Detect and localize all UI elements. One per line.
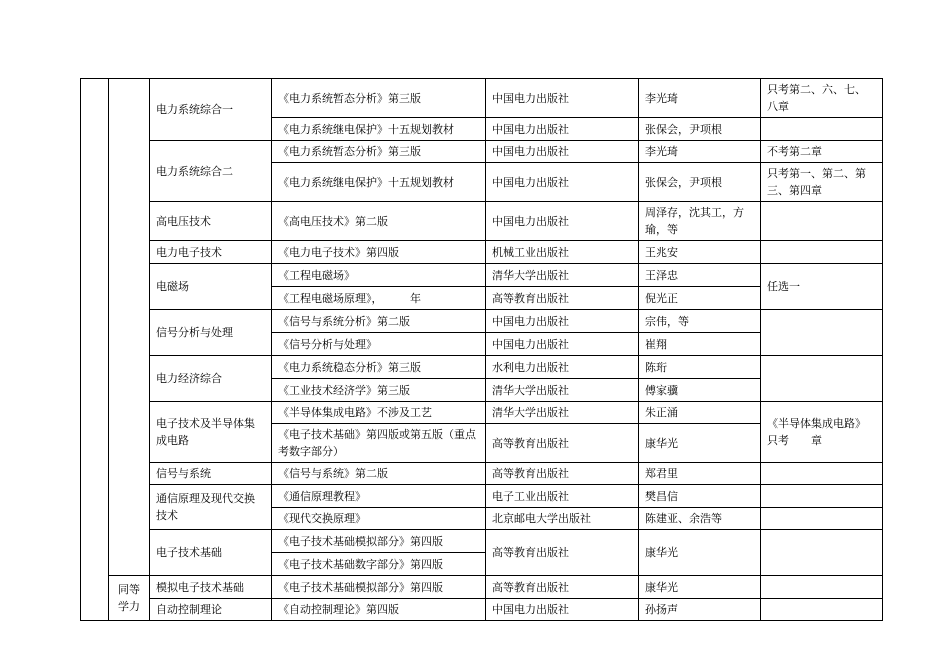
note-cell: 《半导体集成电路》只考 章 bbox=[761, 402, 883, 463]
table-row bbox=[81, 463, 883, 485]
book-title-cell: 《自动控制理论》第四版 bbox=[272, 599, 486, 621]
author-cell: 王泽忠 bbox=[639, 264, 761, 287]
table-row bbox=[81, 264, 883, 287]
author-cell: 陈珩 bbox=[639, 356, 761, 379]
subject-cell: 高电压技术 bbox=[150, 202, 272, 241]
author-cell: 孙扬声 bbox=[639, 599, 761, 621]
book-title-cell: 《信号分析与处理》 bbox=[272, 333, 486, 356]
book-title-cell: 《半导体集成电路》不涉及工艺 bbox=[272, 402, 486, 424]
book-title-cell: 《电力系统暂态分析》第三版 bbox=[272, 79, 486, 118]
author-cell: 张保会，尹项根 bbox=[639, 118, 761, 141]
publisher-cell: 高等教育出版社 bbox=[486, 530, 639, 576]
publisher-cell: 水利电力出版社 bbox=[486, 356, 639, 379]
group-label-cell: 同等学力 bbox=[109, 576, 150, 621]
table-row bbox=[81, 599, 883, 621]
author-cell: 傅家骥 bbox=[639, 379, 761, 402]
note-cell bbox=[761, 310, 883, 356]
note-cell bbox=[761, 356, 883, 402]
note-cell bbox=[761, 241, 883, 264]
publisher-cell: 清华大学出版社 bbox=[486, 379, 639, 402]
table-row bbox=[81, 141, 883, 163]
note-cell: 不考第二章 bbox=[761, 141, 883, 163]
author-cell: 王兆安 bbox=[639, 241, 761, 264]
publisher-cell: 清华大学出版社 bbox=[486, 402, 639, 424]
note-cell: 只考第二、六、七、八章 bbox=[761, 79, 883, 118]
author-cell: 倪光正 bbox=[639, 287, 761, 310]
book-title-cell: 《电力系统暂态分析》第三版 bbox=[272, 141, 486, 163]
author-cell: 郑君里 bbox=[639, 463, 761, 485]
author-cell: 康华光 bbox=[639, 530, 761, 576]
publisher-cell: 高等教育出版社 bbox=[486, 287, 639, 310]
subject-cell: 电力系统综合一 bbox=[150, 79, 272, 141]
subject-cell: 电力系统综合二 bbox=[150, 141, 272, 202]
publisher-cell: 中国电力出版社 bbox=[486, 333, 639, 356]
subject-cell: 模拟电子技术基础 bbox=[150, 576, 272, 599]
publisher-cell: 高等教育出版社 bbox=[486, 424, 639, 463]
book-title-cell: 《电子技术基础》第四版或第五版（重点考数字部分） bbox=[272, 424, 486, 463]
book-title-cell: 《工程电磁场原理》， 年 bbox=[272, 287, 486, 310]
table-row bbox=[81, 402, 883, 424]
publisher-cell: 清华大学出版社 bbox=[486, 264, 639, 287]
publisher-cell: 中国电力出版社 bbox=[486, 202, 639, 241]
author-cell: 康华光 bbox=[639, 424, 761, 463]
note-cell bbox=[761, 118, 883, 141]
author-cell: 陈建亚、余浩等 bbox=[639, 508, 761, 530]
note-cell: 只考第一、第二、第三、第四章 bbox=[761, 163, 883, 202]
book-title-cell: 《信号与系统分析》第二版 bbox=[272, 310, 486, 333]
table-row bbox=[81, 202, 883, 241]
author-cell: 樊昌信 bbox=[639, 485, 761, 508]
note-cell bbox=[761, 530, 883, 576]
author-cell: 李光琦 bbox=[639, 79, 761, 118]
book-title-cell: 《电力系统稳态分析》第三版 bbox=[272, 356, 486, 379]
subject-cell: 电力经济综合 bbox=[150, 356, 272, 402]
author-cell: 朱正涌 bbox=[639, 402, 761, 424]
book-title-cell: 《电子技术基础数字部分》第四版 bbox=[272, 553, 486, 576]
book-title-cell: 《工业技术经济学》第三版 bbox=[272, 379, 486, 402]
note-cell: 任选一 bbox=[761, 264, 883, 310]
book-title-cell: 《高电压技术》第二版 bbox=[272, 202, 486, 241]
publisher-cell: 中国电力出版社 bbox=[486, 163, 639, 202]
note-cell bbox=[761, 599, 883, 621]
publisher-cell: 中国电力出版社 bbox=[486, 79, 639, 118]
table-row bbox=[81, 356, 883, 379]
book-title-cell: 《电子技术基础模拟部分》第四版 bbox=[272, 530, 486, 553]
table-row bbox=[81, 79, 883, 118]
publisher-cell: 中国电力出版社 bbox=[486, 310, 639, 333]
subject-cell: 电力电子技术 bbox=[150, 241, 272, 264]
table-row bbox=[81, 485, 883, 508]
book-title-cell: 《现代交换原理》 bbox=[272, 508, 486, 530]
author-cell: 崔翔 bbox=[639, 333, 761, 356]
publisher-cell: 电子工业出版社 bbox=[486, 485, 639, 508]
book-title-cell: 《电力电子技术》第四版 bbox=[272, 241, 486, 264]
subject-cell: 自动控制理论 bbox=[150, 599, 272, 621]
table-row bbox=[81, 310, 883, 333]
left-margin-cell bbox=[81, 79, 109, 621]
subject-cell: 信号分析与处理 bbox=[150, 310, 272, 356]
table-row bbox=[81, 241, 883, 264]
subject-cell: 电子技术基础 bbox=[150, 530, 272, 576]
subject-cell: 通信原理及现代交换技术 bbox=[150, 485, 272, 530]
note-cell bbox=[761, 202, 883, 241]
author-cell: 张保会，尹项根 bbox=[639, 163, 761, 202]
book-title-cell: 《电力系统继电保护》十五规划教材 bbox=[272, 118, 486, 141]
book-title-cell: 《通信原理教程》 bbox=[272, 485, 486, 508]
publisher-cell: 高等教育出版社 bbox=[486, 576, 639, 599]
group-cell-empty bbox=[109, 79, 150, 576]
book-title-cell: 《信号与系统》第二版 bbox=[272, 463, 486, 485]
publisher-cell: 中国电力出版社 bbox=[486, 141, 639, 163]
subject-cell: 电磁场 bbox=[150, 264, 272, 310]
author-cell: 康华光 bbox=[639, 576, 761, 599]
subject-cell: 信号与系统 bbox=[150, 463, 272, 485]
book-title-cell: 《工程电磁场》 bbox=[272, 264, 486, 287]
publisher-cell: 北京邮电大学出版社 bbox=[486, 508, 639, 530]
book-title-cell: 《电子技术基础模拟部分》第四版 bbox=[272, 576, 486, 599]
note-cell bbox=[761, 576, 883, 599]
note-cell bbox=[761, 485, 883, 508]
table-row bbox=[81, 576, 883, 599]
publisher-cell: 中国电力出版社 bbox=[486, 599, 639, 621]
book-title-cell: 《电力系统继电保护》十五规划教材 bbox=[272, 163, 486, 202]
author-cell: 宗伟，等 bbox=[639, 310, 761, 333]
table-row bbox=[81, 530, 883, 553]
author-cell: 周泽存，沈其工，方瑜，等 bbox=[639, 202, 761, 241]
author-cell: 李光琦 bbox=[639, 141, 761, 163]
exam-bibliography-table bbox=[80, 78, 883, 621]
note-cell bbox=[761, 463, 883, 485]
publisher-cell: 中国电力出版社 bbox=[486, 118, 639, 141]
subject-cell: 电子技术及半导体集成电路 bbox=[150, 402, 272, 463]
note-cell bbox=[761, 508, 883, 530]
publisher-cell: 高等教育出版社 bbox=[486, 463, 639, 485]
publisher-cell: 机械工业出版社 bbox=[486, 241, 639, 264]
